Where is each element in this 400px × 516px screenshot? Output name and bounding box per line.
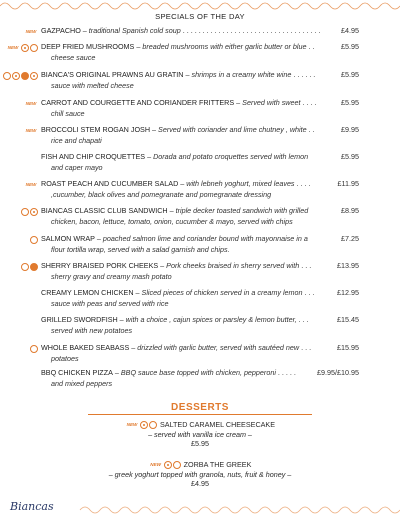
item-price: £5.95 bbox=[341, 42, 359, 51]
dessert-item bbox=[0, 460, 400, 489]
dessert-price: £4.95 bbox=[191, 479, 209, 489]
item-name: SHERRY BRAISED PORK CHEEKS bbox=[41, 261, 159, 270]
item-name: CARROT AND COURGETTE AND CORIANDER FRITTERS bbox=[41, 98, 235, 107]
dietary-icons bbox=[125, 421, 157, 429]
item-price: £7.25 bbox=[341, 234, 359, 243]
vegetarian-icon bbox=[30, 208, 38, 216]
nut-icon bbox=[30, 72, 38, 80]
item-description-continued: chicken, bacon, lettuce, tomato, onion, cucumber & mayo, served with chips bbox=[51, 216, 293, 226]
dot-leader: . . . bbox=[299, 343, 312, 352]
item-name: BIANCAS CLASSIC CLUB SANDWICH bbox=[41, 206, 168, 215]
vegetarian-icon bbox=[12, 72, 20, 80]
new-icon: NEW bbox=[25, 100, 37, 106]
brand-logo: Biancas bbox=[10, 500, 54, 513]
item-description-continued: sauce with peas and served with rice bbox=[51, 298, 169, 308]
dot-leader: . . . . . . bbox=[291, 70, 316, 79]
dessert-name: SALTED CARAMEL CHEESECAKE bbox=[159, 420, 276, 429]
item-description-continued: ,cucumber, black olives and pomegranate and pomegranate dressing bbox=[51, 189, 272, 199]
dot-leader: . . . . . bbox=[275, 368, 296, 377]
dessert-item bbox=[0, 420, 400, 449]
item-description-continued: served with new potatoes bbox=[51, 325, 133, 335]
item-description: – Dorada and potato croquettes served with lemon bbox=[145, 152, 309, 161]
item-description-continued: rice and chapati bbox=[51, 135, 102, 145]
item-price: £5.95 bbox=[341, 98, 359, 107]
gluten-free-icon bbox=[21, 263, 29, 271]
item-name: DEEP FRIED MUSHROOMS bbox=[41, 42, 135, 51]
dessert-description: – greek yoghurt topped with granola, nuts, fruit & honey – bbox=[108, 469, 292, 479]
dot-leader: . . . . . . . . . . . . . . . . . . . . . . . . . . . . . . . . . . . bbox=[180, 26, 321, 35]
item-name: BBQ CHICKEN PIZZA bbox=[41, 368, 113, 377]
gluten-free-icon bbox=[173, 461, 181, 469]
dot-leader: . . . bbox=[299, 261, 312, 270]
dot-leader: . . bbox=[306, 125, 315, 134]
decorative-border-top bbox=[0, 0, 400, 12]
dot-leader: . . . bbox=[302, 288, 315, 297]
item-description: – Pork cheeks braised in sherry served with bbox=[158, 261, 300, 270]
dietary-icons bbox=[30, 235, 38, 244]
gluten-free-icon bbox=[30, 44, 38, 52]
item-price: £9.95 bbox=[341, 125, 359, 134]
gluten-free-icon bbox=[149, 421, 157, 429]
item-name: WHOLE BAKED SEABASS bbox=[41, 343, 130, 352]
item-description-continued: and mixed peppers bbox=[51, 378, 113, 388]
new-icon: NEW bbox=[126, 422, 138, 428]
dot-leader: . . . bbox=[296, 315, 309, 324]
desserts-title: DESSERTS bbox=[171, 402, 229, 413]
new-icon: NEW bbox=[25, 28, 37, 34]
item-name: BROCCOLI STEM ROGAN JOSH bbox=[41, 125, 151, 134]
item-description-continued: sauce with melted cheese bbox=[51, 80, 134, 90]
dietary-icons bbox=[6, 43, 38, 52]
item-name: CREAMY LEMON CHICKEN bbox=[41, 288, 134, 297]
item-description-continued: chill sauce bbox=[51, 108, 85, 118]
desserts-divider bbox=[88, 414, 312, 415]
dairy-free-icon bbox=[30, 263, 38, 271]
item-price: £8.95 bbox=[341, 206, 359, 215]
item-price: £5.95 bbox=[341, 70, 359, 79]
item-description: – triple decker toasted sandwich with grilled bbox=[167, 206, 309, 215]
new-icon: NEW bbox=[7, 44, 19, 50]
item-price: £5.95 bbox=[341, 152, 359, 161]
item-description: – Sliced pieces of chicken served in a creamy lemon bbox=[133, 288, 303, 297]
item-name: GRILLED SWORDFISH bbox=[41, 315, 118, 324]
dietary-icons bbox=[149, 461, 181, 469]
item-price: £13.95 bbox=[337, 261, 359, 270]
item-description: – drizzled with garlic butter, served with sautéed new bbox=[129, 343, 300, 352]
item-description: – with lebneh yoghurt, mixed leaves bbox=[178, 179, 295, 188]
dietary-icons bbox=[24, 180, 38, 189]
dietary-icons bbox=[24, 99, 38, 108]
item-name: FISH AND CHIP CROQUETTES bbox=[41, 152, 146, 161]
item-description-continued: flour tortilla wrap, served with a salad garnish and chips. bbox=[51, 244, 230, 254]
vegetarian-icon bbox=[140, 421, 148, 429]
gluten-free-icon bbox=[21, 208, 29, 216]
new-icon: NEW bbox=[25, 127, 37, 133]
item-name: GAZPACHO bbox=[41, 26, 81, 35]
dot-leader: . . bbox=[306, 42, 315, 51]
gluten-free-icon bbox=[30, 345, 38, 353]
item-description: – Served with coriander and lime chutney , white bbox=[150, 125, 307, 134]
dessert-name: ZORBA THE GREEK bbox=[183, 460, 252, 469]
vegetarian-icon bbox=[21, 44, 29, 52]
item-description: – shrimps in a creamy white wine bbox=[183, 70, 292, 79]
new-icon: NEW bbox=[150, 462, 161, 468]
gluten-free-icon bbox=[30, 236, 38, 244]
dietary-icons bbox=[21, 207, 38, 216]
item-description: – breaded mushrooms with either garlic butter or blue bbox=[134, 42, 307, 51]
item-description: – with a choice , cajun spices or parsley & lemon butter, bbox=[117, 315, 297, 324]
dietary-icons bbox=[3, 71, 38, 80]
item-price: £9.95/£10.95 bbox=[317, 368, 359, 377]
dietary-icons bbox=[30, 344, 38, 353]
new-icon: NEW bbox=[25, 181, 37, 187]
item-price: £4.95 bbox=[341, 26, 359, 35]
dessert-description: – served with vanilla ice cream – bbox=[148, 429, 252, 439]
item-description-continued: potatoes bbox=[51, 353, 79, 363]
gluten-free-icon bbox=[3, 72, 11, 80]
dot-leader: . . . . bbox=[294, 179, 311, 188]
item-description: – Served with sweet bbox=[234, 98, 301, 107]
item-price: £12.95 bbox=[337, 288, 359, 297]
item-description: – traditional Spanish cold soup bbox=[80, 26, 181, 35]
item-price: £15.45 bbox=[337, 315, 359, 324]
item-description-continued: cheese sauce bbox=[51, 52, 96, 62]
dessert-price: £5.95 bbox=[191, 439, 209, 449]
dietary-icons bbox=[21, 262, 38, 271]
item-description: – poached salmon lime and coriander bound with mayonnaise in a bbox=[94, 234, 308, 243]
item-name: ROAST PEACH AND CUCUMBER SALAD bbox=[41, 179, 179, 188]
dot-leader: . . . . bbox=[300, 98, 317, 107]
item-name: SALMON WRAP bbox=[41, 234, 95, 243]
item-price: £11.95 bbox=[337, 179, 359, 188]
vegetarian-icon bbox=[164, 461, 172, 469]
dairy-free-icon bbox=[21, 72, 29, 80]
dietary-icons bbox=[24, 27, 38, 36]
item-description-continued: and caper mayo bbox=[51, 162, 103, 172]
dietary-icons bbox=[24, 126, 38, 135]
page-title: SPECIALS OF THE DAY bbox=[155, 12, 245, 21]
item-description-continued: sherry gravy and creamy mash potato bbox=[51, 271, 172, 281]
item-description: – BBQ sauce base topped with chicken, pepperoni bbox=[112, 368, 276, 377]
item-name: BIANCA'S ORIGINAL PRAWNS AU GRATIN bbox=[41, 70, 184, 79]
decorative-border-bottom bbox=[0, 504, 400, 516]
item-price: £15.95 bbox=[337, 343, 359, 352]
